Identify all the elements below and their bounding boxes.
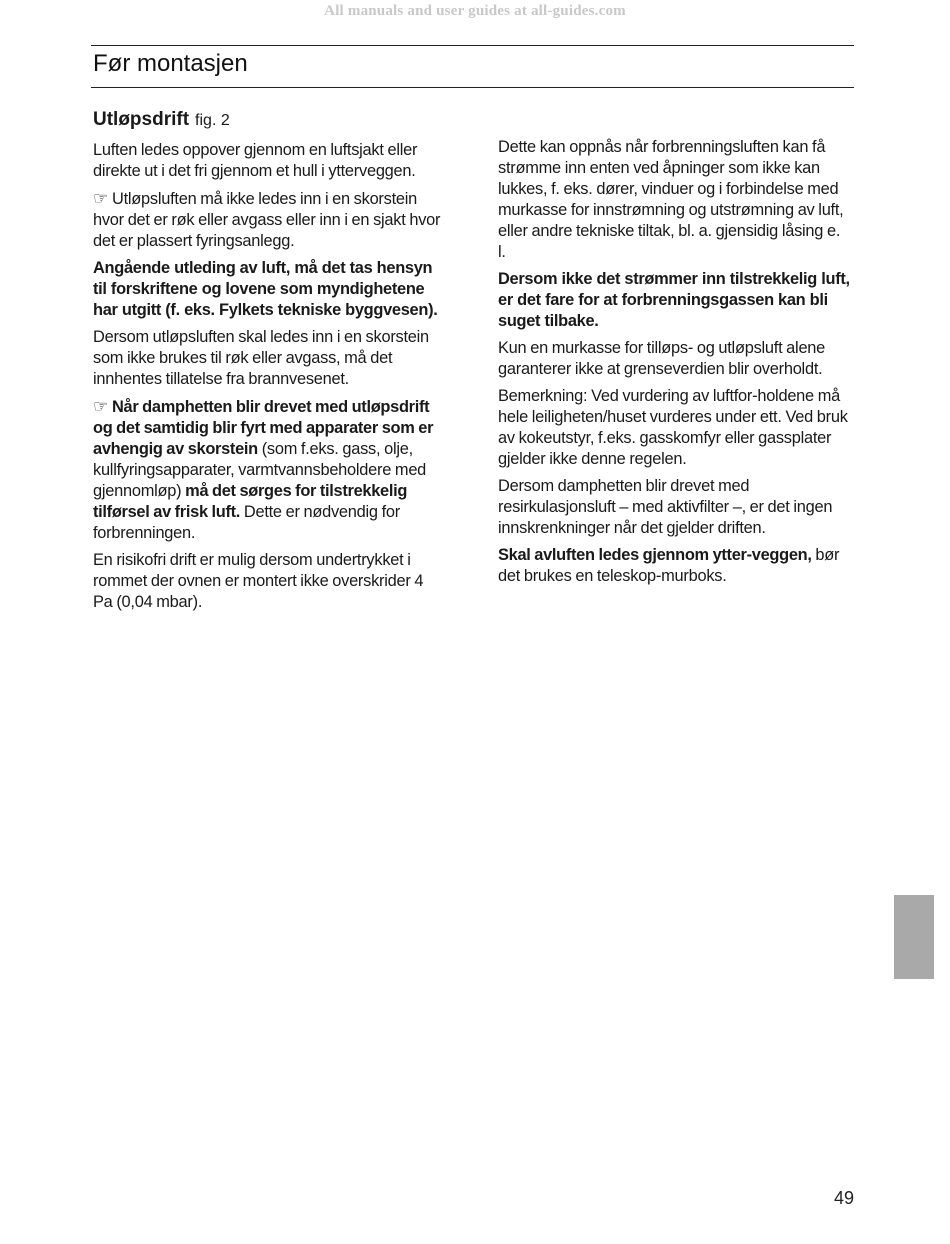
note-fresh-air-bold-a: Når damphetten blir drevet med utløpsdrift og det samtidig blir fyrt med apparater som er avhengig av skorstein [93,398,434,458]
note-fresh-air [93,396,445,544]
paragraph-backdraft-warning: Dersom ikke det strømmer inn tilstrekkelig luft, er det fare for at forbrenningsgassen kan bli suget tilbake. [498,270,850,330]
pointing-hand-icon: ☞ [93,397,108,416]
paragraph-fire-department: Dersom utløpsluften skal ledes inn i en skorstein som ikke brukes til røk eller avgass, må det innhentes tillatelse fra brannvesenet. [93,328,429,388]
paragraph-regulations: Angående utleding av luft, må det tas hensyn til forskriftene og lovene som myndighetene har utgitt (f. eks. Fylkets tekniske byggvesen). [93,259,438,319]
page-title: Før montasjen [93,50,248,77]
paragraph-wall-box: Kun en murkasse for tilløps- og utløpsluft alene garanterer ikke at grenseverdien blir overholdt. [498,339,826,378]
paragraph-remark: Bemerkning: Ved vurdering av luftfor-holdene må hele leiligheten/huset vurderes under ett. Ved bruk av kokeutstyr, f.eks. gasskomfyr eller gassplater gjelder ikke denne regelen. [498,387,848,468]
paragraph-combustion-air: Dette kan oppnås når forbrenningsluften kan få strømme inn enten ved åpninger som ikke kan lukkes, f. eks. dører, vinduer og i forbindelse med murkasse for innstrømning og utstrømning av luft, eller andre tekniske tiltak, bl. a. gjensidig låsing e. l. [498,138,844,261]
note-chimney [93,188,445,252]
right-column [498,137,850,593]
paragraph-pressure: En risikofri drift er mulig dersom undertrykket i rommet der ovnen er montert ikke overskrider 4 Pa (0,04 mbar). [93,551,424,611]
page-number: 49 [833,1188,854,1208]
paragraph-intro: Luften ledes oppover gjennom en luftsjakt eller direkte ut i det fri gjennom et hull i ytterveggen. [93,141,418,180]
note-fresh-air-normal-b: Dette er nødvendig for forbrenningen. [93,503,400,542]
section-heading-text: Utløpsdrift [93,109,190,130]
paragraph-outer-wall-bold: Skal avluften ledes gjennom ytter-veggen, [498,546,812,564]
paragraph-recirculation: Dersom damphetten blir drevet med resirkulasjonsluft – med aktivfilter –, er det ingen innskrenkninger når det gjelder driften. [498,477,833,537]
left-column [93,108,445,619]
watermark-text: All manuals and user guides at all-guides.com [324,3,626,19]
header-bottom-rule [91,87,854,88]
side-tab-marker [894,895,934,979]
note-fresh-air-bold-b: må det sørges for tilstrekkelig tilførsel av frisk luft. [93,482,408,521]
note-chimney-text: Utløpsluften må ikke ledes inn i en skorstein hvor det er røk eller avgass eller inn i en sjakt hvor det er plassert fyringsanlegg. [93,190,441,250]
section-heading [93,108,445,133]
figure-reference: fig. 2 [195,112,230,129]
pointing-hand-icon: ☞ [93,189,108,208]
note-fresh-air-normal-a: (som f.eks. gass, olje, kullfyringsapparater, varmtvannsbeholdere med gjennomløp) [93,440,427,500]
paragraph-outer-wall-normal: bør det brukes en teleskop-murboks. [498,546,840,585]
paragraph-outer-wall [498,545,850,587]
header-top-rule [91,45,854,46]
